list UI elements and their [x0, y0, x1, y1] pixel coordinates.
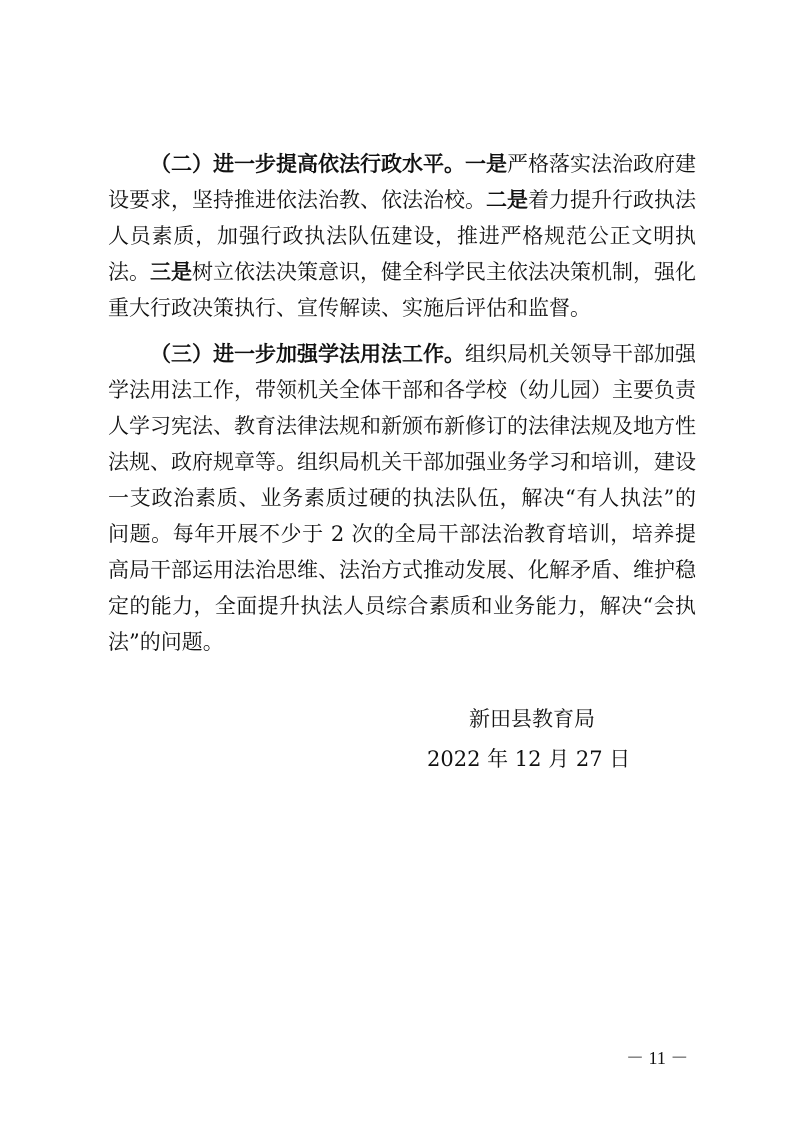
section-3-text: 组织局机关领导干部加强学法用法工作，带领机关全体干部和各学校（幼儿园）主要负责人学习宪法、教育法律法规和新颁布新修订的法律法规及地方性法规、政府规章等。组织局机关干部加强业务学习和培训，建设一支政治素质、业务素质过硬的执法队伍，解决“有人执法”的问题。每年开展不少于 2 次的全局干部法治教育培训，培养提高局干部运用法治思维、法治方式推动发展、化解矛盾、维护稳定的能力，全面提升执法人员综合素质和业务能力，解决“会执法”的问题。 — [108, 342, 696, 654]
page-number: － 11 － — [626, 1048, 689, 1068]
section-3-heading: （三）进一步加强学法用法工作。 — [150, 342, 465, 366]
section-2-text-1: 严格落实法治政府建设要求，坚持推进依法治教、依法治校。 — [108, 152, 696, 212]
section-2-paragraph — [108, 146, 696, 326]
section-3-paragraph — [108, 336, 696, 660]
section-2-text-2: 着力提升行政执法人员素质，加强行政执法队伍建设，推进严格规范公正文明执法。 — [108, 188, 696, 284]
section-2-heading: （二）进一步提高依法行政水平。 — [150, 152, 465, 176]
section-2-text-3: 树立依法决策意识，健全科学民主依法决策机制，强化重大行政决策执行、宣传解读、实施后评估和监督。 — [108, 260, 696, 320]
section-2-marker-3: 三是 — [150, 260, 192, 284]
signature-organization: 新田县教育局 — [469, 707, 595, 731]
section-2-marker-2: 二是 — [486, 188, 528, 212]
section-2-marker-1: 一是 — [465, 152, 507, 176]
signature-date: 2022 年 12 月 27 日 — [427, 747, 631, 771]
